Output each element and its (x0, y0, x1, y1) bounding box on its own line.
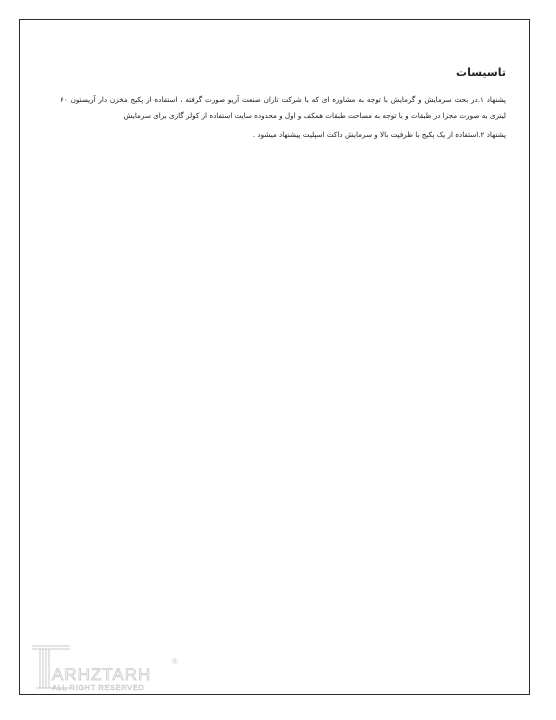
document-body (60, 66, 506, 143)
section-heading: تاسیسات (456, 66, 506, 79)
watermark-tagline: ALL RIGHT RESERVED (52, 683, 145, 692)
watermark-graphic (30, 640, 190, 694)
watermark-registered: ® (172, 657, 178, 666)
watermark-logo (30, 640, 190, 694)
paragraph-2: پشنهاد ۲.استفاده از یک پکیج با ظرفیت بالا و سرمایش داکت اسپلیت پیشنهاد میشود . (252, 130, 506, 139)
paragraph-1: پشنهاد ۱.در بحث سرمایش و گرمایش با توجه به مشاوره ای که با شرکت تازان صنعت آریو صورت گرفته ، استفاده از پکیج مخزن دار آریستون ۶۰ لیتری به صورت مجزا در طبقات و با توجه به مساحت طبقات همکف و اول و محدوده سایت استفاده از کولر گازی برای سرمایش (60, 95, 506, 120)
watermark-brand: ARHZTARH (52, 665, 152, 684)
